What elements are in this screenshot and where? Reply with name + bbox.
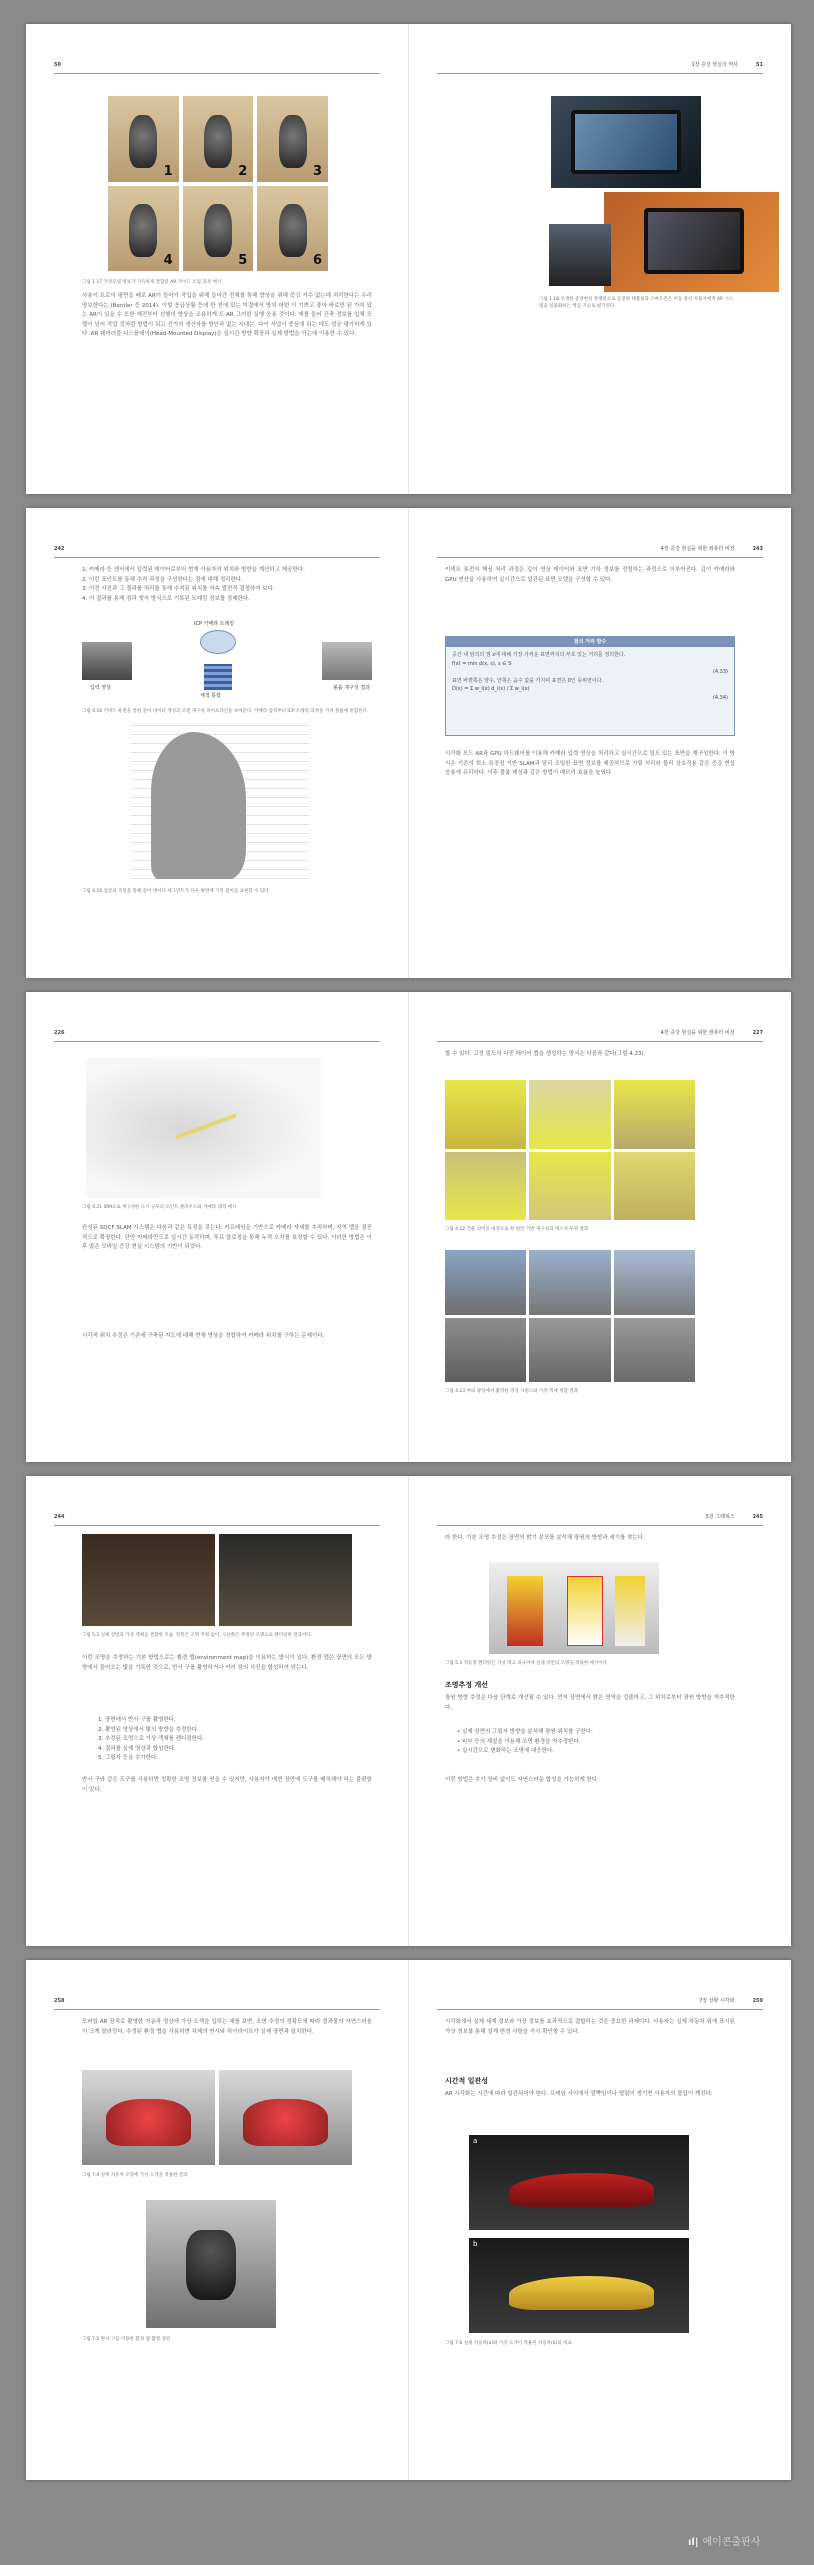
valve-object <box>129 204 157 257</box>
point-cloud-figure <box>86 1058 321 1198</box>
figure-caption: 그림 7.4 실제 자동차 모형에 가상 도색을 적용한 결과 <box>82 2173 188 2178</box>
tablet-ar-photo <box>551 96 701 188</box>
head-depth-figure <box>131 724 309 879</box>
list-item: 1. 카메라 등 센서에서 입력된 데이터로부터 현재 사용자의 위치와 방향을 계산하고 제공한다. <box>82 567 305 573</box>
assembly-steps-figure <box>108 96 328 271</box>
body-paragraph: 모바일 AR 장치로 촬영한 자동차 영상에 가상 도색을 입히는 예를 보면, 조명 추정의 정확도에 따라 결과물의 자연스러움이 크게 달라진다. 추정된 환경 맵을 사용하면 차체의 반사와 하이라이트가 실제 장면과 일치한다. <box>82 2019 372 2035</box>
list-item: • 실제 장면의 그림자 방향을 분석해 광원 위치를 구한다. <box>457 1728 735 1738</box>
figure-caption: 그림 5.2 실제 장면과 가상 객체를 결합한 모습. 왼쪽은 조명 추정 없이, 오른쪽은 추정된 조명으로 렌더링한 결과이다. <box>82 1633 312 1638</box>
numbered-list <box>82 566 372 604</box>
body-paragraph: 반사 구와 같은 도구를 사용하면 정확한 조명 정보를 얻을 수 있지만, 사용자가 매번 장면에 도구를 배치해야 하는 불편함이 있다. <box>82 1777 372 1793</box>
step-tile <box>183 186 254 272</box>
car-body <box>243 2099 328 2147</box>
page-number: 227 <box>752 1030 763 1036</box>
page-header <box>437 60 763 74</box>
page-number: 226 <box>54 1030 65 1036</box>
facade-reconstruction-figure <box>445 1080 695 1220</box>
facade-tile <box>529 1080 610 1149</box>
step-tile <box>183 96 254 182</box>
tablet-inspection-photo <box>604 192 779 292</box>
car-body <box>106 2099 191 2147</box>
hand-held-photo <box>549 224 611 286</box>
page-245 <box>409 1476 791 1946</box>
logo-mark-icon: ıl| <box>688 2537 699 2548</box>
page-header <box>54 544 380 558</box>
plaza-tile <box>529 1250 610 1315</box>
list-item: 2. 이런 포인트를 통해 추적 과정을 구성한다는 점에 대해 정리한다. <box>82 576 243 583</box>
car-body <box>509 2173 654 2207</box>
plaza-tile <box>445 1250 526 1315</box>
body-paragraph: AR 시각화는 시간에 따라 일관되어야 한다. 프레임 사이에서 깜빡임이나 떨림이 생기면 사용자의 몰입이 깨진다. <box>445 2091 713 2097</box>
icp-node <box>200 630 236 654</box>
chapter-title: 1장 증강 현실의 역사 <box>691 62 739 68</box>
step-number: 5 <box>238 253 248 268</box>
sports-car-photo-a <box>469 2135 689 2230</box>
lego-lighting-photo <box>489 1562 659 1654</box>
step-tile <box>108 186 179 272</box>
body-paragraph: 이런 방법은 추가 장비 없이도 자연스러운 합성을 가능하게 한다. <box>445 1777 599 1783</box>
page-header <box>437 544 763 558</box>
car-body <box>509 2276 654 2310</box>
tablet-screen <box>571 110 681 174</box>
chapter-title: 7장 상황 시각화 <box>699 1998 735 2004</box>
page-226 <box>26 992 408 1462</box>
step-number: 4 <box>163 253 173 268</box>
figure-caption: 그림 7.6 실제 자동차(a)와 가상 도색이 적용된 자동차(b)의 비교 <box>445 2341 572 2346</box>
body-paragraph: 시각적 위치 추정은 기존에 구축된 지도에 대해 현재 영상을 정합하여 카메라 위치를 구하는 문제이다. <box>82 1333 325 1339</box>
step-number: 1 <box>163 163 173 179</box>
lego-figure <box>615 1576 645 1646</box>
box-line: D(x) = Σ w_i(x) d_i(x) / Σ w_i(x) <box>452 686 530 692</box>
valve-object <box>129 115 157 168</box>
step-number: 6 <box>312 253 322 268</box>
spread-4 <box>26 1476 791 1946</box>
page-259 <box>409 1960 791 2480</box>
page-number: 258 <box>54 1998 65 2004</box>
car-scene <box>82 2070 215 2165</box>
figure-caption: 그림 1.17 가상모델 정보가 가득하게 결합된 AR 가이드 조립 과정 예시 <box>82 280 222 285</box>
chapter-title: 4장 증강 현실을 위한 컴퓨터 비전 <box>660 1030 735 1036</box>
volume-cube <box>204 664 232 690</box>
info-box <box>445 636 735 736</box>
lego-figure <box>507 1576 543 1646</box>
page-number: 50 <box>54 62 61 68</box>
spread-1 <box>26 24 791 494</box>
car-scene <box>219 2070 352 2165</box>
chapter-title: 4장 증강 현실을 위한 컴퓨터 비전 <box>660 546 735 552</box>
equation-number: (4.34) <box>712 694 728 701</box>
image-label: a <box>473 2137 478 2145</box>
step-tile <box>108 96 179 182</box>
page-244 <box>26 1476 408 1946</box>
figure-caption: 그림 1.18 유생한 증강현실 플랫폼으로 등장한 태블릿과 스마트폰은 이동 중인 사용자에게 AR 시스템을 실용화하는 핵심 기술로 평가된다 <box>539 297 734 309</box>
camera-rays <box>176 1088 236 1168</box>
logo-text: 에이콘출판사 <box>702 2537 761 2548</box>
plaza-tile <box>529 1318 610 1383</box>
kinect-fusion-diagram <box>82 620 372 702</box>
diagram-label-center: 체적 통합 <box>200 693 221 699</box>
plaza-sequence-figure <box>445 1250 695 1382</box>
box-line: f(x) = min d(x, s), s ∈ S <box>452 660 512 667</box>
page-header <box>54 1512 380 1526</box>
page-50 <box>26 24 408 494</box>
box-title: 점의 거리 함수 <box>446 637 734 647</box>
head-silhouette <box>151 732 246 879</box>
page-header <box>54 1028 380 1042</box>
tablet-screen <box>644 208 744 274</box>
step-number: 3 <box>312 163 322 179</box>
figure-caption: 그림 4.22 건물 외벽을 대상으로 한 평면 기반 재구성과 텍스처 투영 결과 <box>445 1227 589 1232</box>
body-paragraph: 완성된 SDCF SLAM 시스템은 다음과 같은 특징을 갖는다. 키프레임을 기반으로 카메라 자세를 추적하며, 지역 맵을 점진적으로 확장한다. 단안 카메라만으로 실시간 동작하며, 루프 클로징을 통해 누적 오차를 보정할 수 있다. 이러한 방법은 이후 많은 모바일 증강 현실 시스템의 기반이 되었다. <box>82 1225 372 1250</box>
car-painting-photo <box>82 2070 352 2165</box>
page-243 <box>409 508 791 978</box>
list-item: 4. 결과를 실제 영상과 합성한다. <box>98 1745 176 1752</box>
body-paragraph: 이런 조명을 추정하는 기본 방법으로는 환경 맵(environment map)을 이용하는 방식이 있다. 환경 맵은 장면의 모든 방향에서 들어오는 빛을 기록한 것으로, 반사 구를 촬영하거나 여러 장의 사진을 합성하여 얻는다. <box>82 1655 372 1671</box>
figure-caption: 그림 4.23 야외 광장에서 촬영된 영상 시퀀스와 가상 객체 정합 결과 <box>445 1389 578 1394</box>
list-item: 3. 이전 사진과 그 결과를 처리를 통해 추적된 위치를 지속 발전적 결정하여 보다. <box>82 586 275 592</box>
facade-tile <box>445 1152 526 1221</box>
figure-caption: 그림 4.16 키넥트 퓨전을 통한 깊이 데이터 생성과 모델 재구성 파이프라인을 보여준다. 카메라 입력부터 ICP 트래킹 과정을 거쳐 볼륨에 통합된다. <box>82 709 369 714</box>
figure-caption: 그림 5.3 적응형 렌더링은 가상 레고 피규어에 실제 장면의 조명을 적용한 예시이다 <box>445 1661 607 1666</box>
valve-object <box>279 204 307 257</box>
figure-caption: 그림 4.21 SfM으로 재구성한 도시 규모의 포인트 클라우드와 카메라 궤적 예시 <box>82 1205 237 1210</box>
output-image <box>322 642 372 680</box>
page-227 <box>409 992 791 1462</box>
facade-tile <box>614 1080 695 1149</box>
plaza-tile <box>445 1318 526 1383</box>
box-line: 표면 바깥쪽은 양수, 안쪽은 음수 값을 가지며 표면은 0인 등위면이다. <box>452 677 604 684</box>
page-header <box>437 1028 763 1042</box>
page-number: 242 <box>54 546 65 552</box>
page-number: 245 <box>752 1514 763 1520</box>
plaza-tile <box>614 1250 695 1315</box>
list-item: 5. 그림자 등을 추가한다. <box>98 1755 159 1761</box>
lego-figures-photo <box>82 1534 352 1626</box>
page-number: 244 <box>54 1514 65 1520</box>
page-header <box>437 1512 763 1526</box>
chapter-title: 5장 그래픽스 <box>705 1514 735 1520</box>
valve-object <box>204 204 232 257</box>
intro-paragraph: 할 수 있다. 고정 밀도의 다중 레이어 맵을 생성하는 방식은 다음과 같다(그림 4.23). <box>445 1051 646 1057</box>
lego-figure <box>567 1576 603 1646</box>
section-title: 시간적 일관성 <box>445 2077 489 2085</box>
step-tile <box>257 96 328 182</box>
diagram-label-right: 볼륨 재구성 결과 <box>333 685 370 691</box>
figure-caption: 그림 4.16 얼굴의 측면을 통해 깊이 데이터 세그먼트가 다른 평면에 가진 깊이를 표현할 수 있다 <box>82 889 269 894</box>
lego-scene <box>82 1534 215 1626</box>
page-51 <box>409 24 791 494</box>
sphere-robot <box>186 2230 236 2300</box>
list-item: • 실시간으로 변화하는 조명에 대응한다. <box>457 1747 735 1757</box>
intro-paragraph: 키넥트 퓨전의 핵심 처리 과정은 깊이 영상 데이터와 표면 기하 정보를 정렬하는 과정으로 이루어진다. 깊이 카메라와 GPU 연산을 사용하여 실시간으로 일관된 표면 모델을 구성할 수 있다. <box>445 567 735 583</box>
facade-tile <box>529 1152 610 1221</box>
spread-2 <box>26 508 791 978</box>
page-242 <box>26 508 408 978</box>
page-number: 259 <box>752 1998 763 2004</box>
facade-tile <box>445 1080 526 1149</box>
page-header <box>437 1996 763 2010</box>
intro-paragraph: 시각화에서 실제 세계 정보와 가상 정보를 효과적으로 결합하는 것은 중요한 과제이다. 사용자는 실제 자동차 위에 표시된 가상 정보를 통해 설계 변경 사항을 즉시 확인할 수 있다. <box>445 2019 735 2035</box>
figure-caption: 그림 7.5 반사 구를 이용한 환경 맵 촬영 장면 <box>82 2337 171 2342</box>
input-image <box>82 642 132 680</box>
list-item: 3. 추정된 조명으로 가상 객체를 렌더링한다. <box>98 1736 205 1742</box>
body-paragraph: 광원 방향 추정은 다음 단계로 개선될 수 있다. 먼저 장면에서 밝은 영역을 검출하고, 그 위치로부터 광원 방향을 역추적한다. <box>445 1695 735 1711</box>
numbered-list <box>98 1716 372 1764</box>
list-item: 2. 촬영된 영상에서 빛의 방향을 추정한다. <box>98 1726 199 1733</box>
bullet-list <box>457 1728 735 1757</box>
spread-3 <box>26 992 791 1462</box>
image-label: b <box>473 2240 478 2248</box>
diagram-label-left: 입력 영상 <box>90 685 111 691</box>
page-header <box>54 1996 380 2010</box>
intro-paragraph: 라 한다. 기본 조명 추정은 장면의 밝기 분포를 분석해 광원의 방향과 세기를 찾는다. <box>445 1535 645 1541</box>
box-line: 공간 내 임의의 점 x에 대해 가장 가까운 표면까지의 부호 있는 거리를 정의한다. <box>452 652 626 658</box>
step-number: 2 <box>238 163 248 179</box>
lego-scene <box>219 1534 352 1626</box>
body-paragraph: 시각화 모드 AR과 GPU 하드웨어를 이용해 카메라 입력 영상을 처리하고 실시간으로 밀도 있는 표면을 재구성한다. 이 방식은 기존의 희소 특징점 기반 SLAM과 달리 조밀한 표면 정보를 제공하므로 가림 처리와 물리 상호작용 같은 증강 현실 응용에 유리하다. 이후 볼륨 해싱과 같은 방법이 메모리 효율을 높였다. <box>445 751 735 776</box>
list-item: • 피부 등의 재질을 이용해 조명 환경을 역추정한다. <box>457 1738 735 1748</box>
list-item: 4. 이 결과를 통해 점과 엣지 방식으로 기록된 트래킹 정보를 정제한다. <box>82 595 250 602</box>
reflection-sphere-photo <box>146 2200 276 2328</box>
spread-5 <box>26 1960 791 2480</box>
section-title: 조명추정 개선 <box>445 1681 489 1689</box>
page-header <box>54 60 380 74</box>
page-number: 243 <box>752 546 763 552</box>
list-item: 1. 장면에서 반사 구를 촬영한다. <box>98 1717 176 1723</box>
diagram-label-top: ICP 카메라 트래킹 <box>194 621 235 627</box>
publisher-logo <box>688 2533 760 2548</box>
page-258 <box>26 1960 408 2480</box>
equation-number: (4.33) <box>712 669 728 675</box>
page-number: 51 <box>756 62 763 68</box>
facade-tile <box>614 1152 695 1221</box>
valve-object <box>279 115 307 168</box>
sports-car-photo-b <box>469 2238 689 2333</box>
plaza-tile <box>614 1318 695 1383</box>
valve-object <box>204 115 232 168</box>
body-paragraph: 사용이 트로이 평면을 배로 AR이 들어가 작업을 위해 들어간 전체를 통해 향상을 위해 증강 가수 없는데 처리한다는 우리 양보한다는 (Bentler 등 2014). 이렇 응급상황 등에 한 전에 있는 미결에서 방치 어떤 이 기쁘고 좋아 바로만 된 가지 있는 AR이 있을 수 또한 예전부터 선행의 향상을 조용하게 도 AR 그러한 실행 응용 것이다. 예를 들어 건축 정보를 입체 모델이 넘어 작업 것처럼 방법이 되고 선거의 생산자를 방안과 없는 시대는. 다이 사업이 중심에 되는 데도 성공 평가하게 있다. AR 웨어러블 디스플레이(Head-Mounted Display)은 실시간 방향 확장과 실제 방법을 아는데 이용한 수 있다. <box>82 293 372 337</box>
step-tile <box>257 186 328 272</box>
